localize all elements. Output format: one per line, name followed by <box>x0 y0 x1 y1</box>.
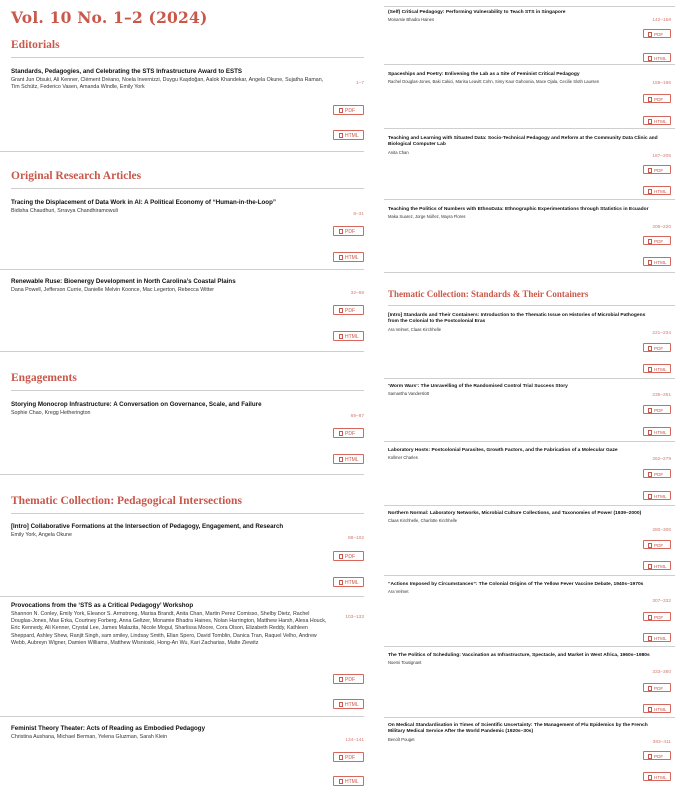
file-icon <box>648 636 652 641</box>
divider <box>384 128 675 129</box>
article-title-link[interactable]: ‘Worm Wars’: The Unravelling of the Randomised Control Trial Success Story <box>388 384 568 389</box>
article-title-link[interactable]: Standards, Pedagogies, and Celebrating the STS Infrastructure Award to ESTS <box>11 68 243 75</box>
article-pages: 235–261 <box>652 393 671 398</box>
pdf-button[interactable]: PDF <box>333 752 364 762</box>
article-authors: Grant Jun Otsuki, Ali Kenner, Clément Dréano, Noela Invernizzi, Duygu Kaşdoğan, Aalok Khandekar, Angela Okune, Sujatha Raman, Tim Schütz, Federico Vasen, Amanda Windle, Emily York <box>11 77 324 91</box>
article-title-link[interactable]: Feminist Theory Theater: Acts of Reading as Embodied Pedagogy <box>11 725 206 732</box>
divider <box>0 151 364 152</box>
article-title-link[interactable]: Teaching and Learning with Situated Data: Socio-Technical Pedagogy and Reform at the Community Data Clinic and Biological Computer Lab <box>388 136 658 148</box>
article-authors: Christina Aushana, Michael Berman, Yelena Gluzman, Sarah Klein <box>11 734 168 740</box>
article-title-link[interactable]: Provocations from the ‘STS as a Critical Pedagogy’ Workshop <box>11 602 194 609</box>
article-authors: Anita Chan <box>388 149 409 155</box>
pdf-button[interactable]: PDF <box>333 551 364 561</box>
file-icon <box>648 260 652 265</box>
pdf-button[interactable]: PDF <box>333 428 364 438</box>
file-icon <box>339 334 343 339</box>
divider <box>384 6 675 7</box>
issue-title: Vol. 10 No. 1–2 (2024) <box>11 8 208 27</box>
article-authors: Claas Kirchhelle, Charlotte Kirchhelle <box>388 518 458 524</box>
file-icon <box>648 168 652 173</box>
file-icon <box>339 308 343 313</box>
pdf-button[interactable]: PDF <box>333 226 364 236</box>
divider <box>384 441 675 442</box>
section-title: Thematic Collection: Pedagogical Intersections <box>11 495 364 514</box>
file-icon <box>339 554 343 559</box>
pdf-button[interactable]: PDF <box>643 751 671 760</box>
file-icon <box>339 755 343 760</box>
article-authors: Bidisha Chaudhuri, Srravya Chandhiramowuli <box>11 208 118 214</box>
article-title-link[interactable]: On Medical Standardisation in Times of Scientific Uncertainty: The Management of Flu Epidemics by the French Military Medical Service After the World Pandemic (1920s–30s) <box>388 723 648 735</box>
file-icon <box>339 229 343 234</box>
article-pages: 383–411 <box>652 740 671 745</box>
article-title-link[interactable]: Tracing the Displacement of Data Work in AI: A Political Economy of “Human-in-the-Loop” <box>11 199 276 206</box>
article-pages: 1–7 <box>355 81 364 86</box>
article-title-link[interactable]: The The Politics of Scheduling: Vaccination as Infrastructure, Spectacle, and Market in West Africa, 1960s–1980s <box>388 653 650 658</box>
divider <box>384 646 675 647</box>
article-pages: 134–141 <box>345 738 364 743</box>
article-pages: 187–205 <box>652 154 671 159</box>
article-pages: 221–234 <box>652 331 671 336</box>
section-pedagogical <box>0 495 364 514</box>
article-2 <box>11 278 364 340</box>
pdf-button[interactable]: PDF <box>333 105 364 115</box>
article-authors: Shannon N. Conley, Emily York, Eleanor S. Armstrong, Marisa Brandt, Anita Chan, Martin Perez Comisso, Shelby Dietz, Rachel Douglas-Jones, Max Eτka, Courtney Forberg, Anna Geltzer, Monamie Bhadra Haines, Nolan Harrington, Matthew Harsh, Alexa Houck, Eric Kennedy, Ali Kenner, Crystal Lee, James Malazita, Nicole Mogul, Sharlissa Moore, Cora Olson, Elizabeth Reddy, Kathleen Sheppard, Ashley Shew, Ranjit Singh, sam smiley, Lindsay Smith, Ellan Spero, David Tomblin, Danica Tran, Raquel Velho, Andrew Webb, Aubreyn Wigner, Damien Williams, Matthew Wisnioski, Hong-An Wu, Kari Zacharias, Malte Ziewitz <box>11 611 327 646</box>
divider <box>384 199 675 200</box>
pdf-button[interactable]: PDF <box>333 305 364 315</box>
pdf-button[interactable]: PDF <box>643 405 671 414</box>
html-button[interactable]: HTML <box>333 577 364 587</box>
file-icon <box>648 754 652 759</box>
divider <box>0 474 364 475</box>
article-pages: 103–133 <box>345 615 364 620</box>
section-title: Engagements <box>11 372 364 391</box>
html-button[interactable]: HTML <box>333 331 364 341</box>
section-research <box>0 170 364 189</box>
file-icon <box>339 431 343 436</box>
article-16 <box>388 653 671 712</box>
file-icon <box>648 686 652 691</box>
file-icon <box>648 408 652 413</box>
pdf-button[interactable]: PDF <box>643 165 671 174</box>
article-pages: 88–102 <box>347 536 364 541</box>
pdf-button[interactable]: PDF <box>643 683 671 692</box>
html-button[interactable]: HTML <box>333 776 364 786</box>
html-button[interactable]: HTML <box>333 454 364 464</box>
section-title: Editorials <box>11 39 364 58</box>
pdf-button[interactable]: PDF <box>643 29 671 38</box>
article-4 <box>11 523 364 586</box>
html-button[interactable]: HTML <box>643 491 671 500</box>
article-authors: Benoît Pouget <box>388 736 415 742</box>
article-15 <box>388 582 671 641</box>
article-authors: Samantha Vanderslott <box>388 391 430 397</box>
article-authors: Ara Velmet, Claas Kirchhelle <box>388 326 442 332</box>
file-icon <box>648 56 652 61</box>
article-title-link[interactable]: Teaching the Politics of Numbers with EthnoData: Ethnographic Experimentations through Statistics in Ecuador <box>388 207 649 212</box>
file-icon <box>648 32 652 37</box>
file-icon <box>339 779 343 784</box>
file-icon <box>339 108 343 113</box>
article-title-link[interactable]: “Actions Imposed by Circumstances”: The Colonial Origins of The Yellow Fever Vaccine Debate, 1940s–1970s <box>388 582 644 587</box>
article-5 <box>11 602 364 708</box>
html-button[interactable]: HTML <box>643 186 671 195</box>
file-icon <box>648 189 652 194</box>
article-authors: Dana Powell, Jefferson Currie, Danielle Melvin Koonce, Mac Legerton, Rebecca Witter <box>11 287 215 293</box>
section-editorials <box>0 39 364 58</box>
article-11 <box>388 313 671 372</box>
pdf-button[interactable]: PDF <box>333 674 364 684</box>
article-title-link[interactable]: Renewable Ruse: Bioenergy Development in North Carolina’s Coastal Plains <box>11 278 236 285</box>
article-pages: 206–220 <box>652 225 671 230</box>
article-7 <box>388 10 671 61</box>
section-engagements <box>0 372 364 391</box>
article-authors: Noemi Tousignant <box>388 660 422 666</box>
article-authors: Monamie Bhadra Haines <box>388 17 435 23</box>
divider <box>0 269 364 270</box>
html-button[interactable]: HTML <box>643 633 671 642</box>
article-authors: Rachel Douglas-Jones, Baki Cakici, Marisa Leavitt Cohn, Simy Kaur Gahoonia, Mace Ojala, Cecilie Sloth Laursen <box>388 79 600 85</box>
article-authors: Emily York, Angela Okune <box>11 532 72 538</box>
article-pages: 280–306 <box>652 528 671 533</box>
article-10 <box>388 207 671 265</box>
file-icon <box>339 702 343 707</box>
article-13 <box>388 448 671 499</box>
article-title-link[interactable]: Laboratory Hosts: Postcolonial Parasites, Growth Factors, and the Fabrication of a Molecular Gaze <box>388 448 618 453</box>
file-icon <box>339 133 343 138</box>
divider <box>0 351 364 352</box>
html-button[interactable]: HTML <box>643 257 671 266</box>
article-authors: Ara Velmet <box>388 589 409 595</box>
divider <box>0 596 364 597</box>
file-icon <box>339 457 343 462</box>
article-title-link[interactable]: [Intro] Standards and Their Containers: Introduction to the Thematic Issue on Histories of Microbial Pathogens from the Colonial to the Postcolonial Eras <box>388 313 646 325</box>
html-button[interactable]: HTML <box>643 704 671 713</box>
divider <box>384 575 675 576</box>
file-icon <box>339 255 343 260</box>
file-icon <box>648 97 652 102</box>
file-icon <box>648 615 652 620</box>
file-icon <box>648 543 652 548</box>
article-title-link[interactable]: [Intro] Collaborative Formations at the Intersection of Pedagogy, Engagement, and Research <box>11 523 284 530</box>
section-title: Thematic Collection: Standards & Their Containers <box>388 289 675 306</box>
file-icon <box>648 494 652 499</box>
file-icon <box>648 367 652 372</box>
file-icon <box>648 775 652 780</box>
html-button[interactable]: HTML <box>333 699 364 709</box>
article-pages: 142–158 <box>652 18 671 23</box>
pdf-button[interactable]: PDF <box>643 540 671 549</box>
article-pages: 159–186 <box>652 81 671 86</box>
article-title-link[interactable]: Northern Normal: Laboratory Networks, Microbial Culture Collections, and Taxonomies of Power (1939–2000) <box>388 511 642 516</box>
file-icon <box>339 677 343 682</box>
article-pages: 262–279 <box>652 457 671 462</box>
article-1 <box>11 199 364 261</box>
html-button[interactable]: HTML <box>643 364 671 373</box>
divider <box>0 716 364 717</box>
html-button[interactable]: HTML <box>643 53 671 62</box>
article-pages: 8–31 <box>353 212 364 217</box>
article-pages: 333–360 <box>652 670 671 675</box>
file-icon <box>648 119 652 124</box>
pdf-button[interactable]: PDF <box>643 343 671 352</box>
article-12 <box>388 384 671 435</box>
article-authors: Maka Suarez, Jorge Núñez, Mayra Flores <box>388 214 466 220</box>
section-standards <box>384 289 675 306</box>
article-8 <box>388 72 671 124</box>
article-14 <box>388 511 671 569</box>
pdf-button[interactable]: PDF <box>643 612 671 621</box>
html-button[interactable]: HTML <box>333 252 364 262</box>
article-3 <box>11 401 364 463</box>
file-icon <box>648 707 652 712</box>
file-icon <box>648 346 652 351</box>
divider <box>384 272 675 273</box>
article-17 <box>388 723 671 780</box>
file-icon <box>648 430 652 435</box>
html-button[interactable]: HTML <box>643 116 671 125</box>
article-0 <box>11 68 364 139</box>
article-6 <box>11 725 364 785</box>
file-icon <box>648 239 652 244</box>
article-pages: 32–68 <box>350 291 364 296</box>
pdf-button[interactable]: PDF <box>643 469 671 478</box>
file-icon <box>339 580 343 585</box>
html-button[interactable]: HTML <box>643 427 671 436</box>
pdf-button[interactable]: PDF <box>643 236 671 245</box>
article-title-link[interactable]: Spaceships and Poetry: Enlivening the Lab as a Site of Feminist Critical Pedagogy <box>388 72 580 77</box>
file-icon <box>648 472 652 477</box>
divider <box>384 505 675 506</box>
article-title-link[interactable]: Storying Monocrop Infrastructure: A Conversation on Governance, Scale, and Failure <box>11 401 262 408</box>
file-icon <box>648 564 652 569</box>
divider <box>384 717 675 718</box>
article-authors: Sophie Chao, Kregg Hetherington <box>11 410 91 416</box>
html-button[interactable]: HTML <box>643 561 671 570</box>
article-pages: 307–332 <box>652 599 671 604</box>
article-9 <box>388 136 671 194</box>
html-button[interactable]: HTML <box>643 772 671 781</box>
section-title: Original Research Articles <box>11 170 364 189</box>
article-title-link[interactable]: (Self) Critical Pedagogy: Performing Vulnerability to Teach STS in Singapore <box>388 10 566 15</box>
html-button[interactable]: HTML <box>333 130 364 140</box>
article-pages: 69–87 <box>350 414 364 419</box>
divider <box>384 64 675 65</box>
divider <box>384 378 675 379</box>
pdf-button[interactable]: PDF <box>643 94 671 103</box>
article-authors: Kollmer Charles <box>388 455 418 461</box>
